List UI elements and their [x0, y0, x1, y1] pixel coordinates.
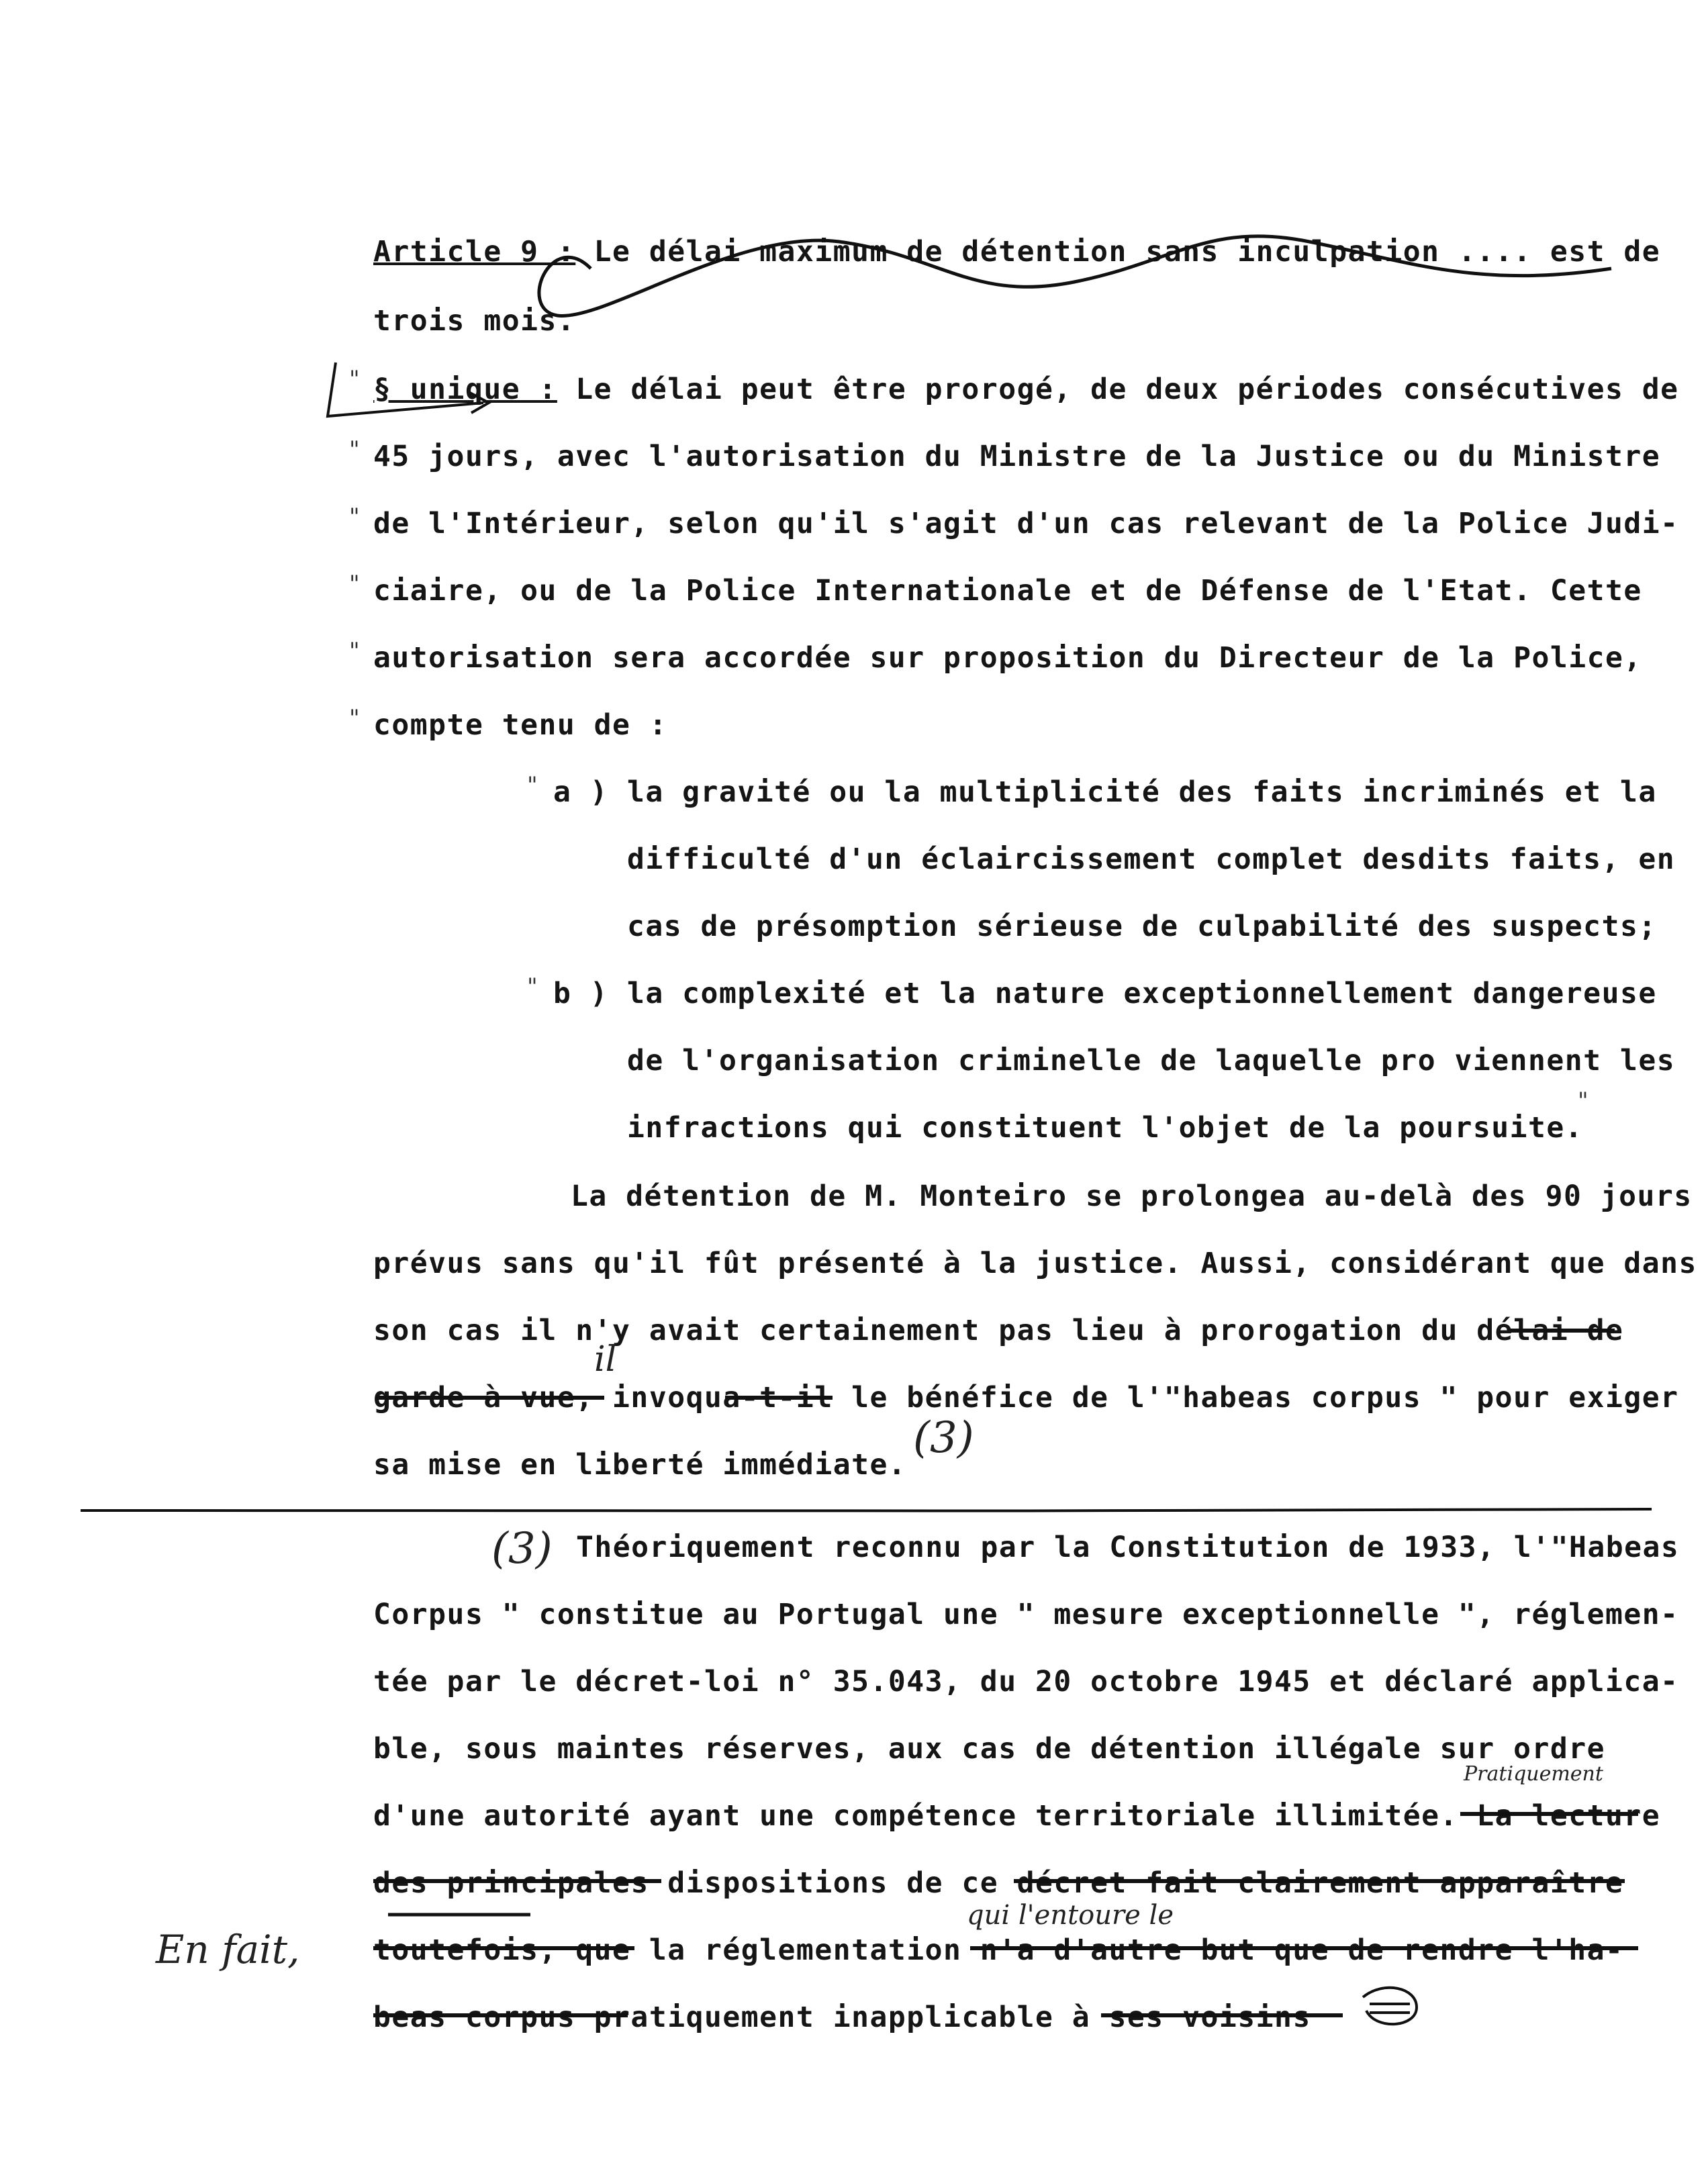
- article-line-2: trois mois.: [373, 304, 576, 338]
- article-line-1: [373, 232, 1660, 272]
- margin-mark: ": [349, 638, 360, 665]
- footnote-marker: (3): [491, 1524, 553, 1574]
- insert-above-reglementation: qui l'entoure le: [967, 1900, 1174, 1931]
- item-a-line-2: difficulté d'un éclaircissement complet desdits faits, en: [627, 843, 1676, 876]
- insert-above-lecture: Pratiquement: [1464, 1762, 1603, 1786]
- footnote-line-4: ble, sous maintes réserves, aux cas de détention illégale sur ordre: [373, 1732, 1606, 1766]
- item-b-label: b ): [553, 977, 609, 1010]
- footnote-line-3: tée par le décret-loi n° 35.043, du 20 octobre 1945 et déclaré applica-: [373, 1665, 1679, 1698]
- body-line-3: son cas il n'y avait certainement pas lieu à prorogation du délai de: [373, 1314, 1624, 1347]
- item-b-line-2: de l'organisation criminelle de laquelle pro viennent les: [627, 1044, 1676, 1077]
- margin-note-handwritten: En fait,: [156, 1927, 300, 1972]
- unique-line-6: compte tenu de :: [373, 708, 668, 742]
- margin-mark: ": [527, 772, 538, 799]
- footnote-line-8: beas corpus pratiquement inapplicable à ses voisins: [373, 2001, 1311, 2034]
- margin-mark: ": [349, 571, 360, 597]
- footnote-line-1: Théoriquement reconnu par la Constitution de 1933, l'"Habeas: [576, 1531, 1680, 1564]
- item-a-label: a ): [553, 775, 609, 809]
- margin-mark: ": [349, 436, 360, 463]
- footnote-line-7: toutefois, que la réglementation n'a d'autre but que de rendre l'ha-: [373, 1933, 1624, 1967]
- insert-il-handwritten: il: [594, 1339, 617, 1380]
- unique-label: § unique :: [373, 373, 557, 406]
- item-a-line-1: la gravité ou la multiplicité des faits incriminés et la: [627, 775, 1657, 809]
- margin-mark: ": [349, 366, 360, 393]
- item-b-line-1: la complexité et la nature exceptionnellement dangereuse: [627, 977, 1657, 1010]
- unique-line-5: autorisation sera accordée sur proposition du Directeur de la Police,: [373, 641, 1642, 675]
- unique-line-2: 45 jours, avec l'autorisation du Ministre de la Justice ou du Ministre: [373, 440, 1661, 473]
- end-scribble: [1363, 1988, 1417, 2024]
- body-line-1: La détention de M. Monteiro se prolongea au-delà des 90 jours: [571, 1180, 1693, 1213]
- footnote-line-2: Corpus " constitue au Portugal une " mesure exceptionnelle ", réglemen-: [373, 1598, 1679, 1631]
- body-line-4: garde à vue, invoqua-t-il le bénéfice de l'"habeas corpus " pour exiger: [373, 1381, 1679, 1414]
- body-line-2: prévus sans qu'il fût présenté à la justice. Aussi, considérant que dans: [373, 1247, 1697, 1280]
- unique-line-4: ciaire, ou de la Police Internationale et de Défense de l'Etat. Cette: [373, 574, 1642, 608]
- article-heading: Article 9 :: [373, 235, 576, 269]
- footnote-line-6: des principales dispositions de ce décret fait clairement apparaître: [373, 1866, 1624, 1900]
- margin-mark: ": [527, 973, 538, 1000]
- footnote-divider: [81, 1509, 1652, 1511]
- unique-line-1: § unique : Le délai peut être prorogé, de deux périodes consécutives de: [373, 373, 1679, 406]
- body-line-5: sa mise en liberté immédiate.: [373, 1448, 907, 1482]
- footnote-line-5: d'une autorité ayant une compétence territoriale illimitée. La lecture: [373, 1799, 1661, 1833]
- margin-mark: ": [1578, 1088, 1588, 1114]
- article-text: Le délai maximum de détention sans inculpation .... est de: [575, 235, 1661, 269]
- item-a-line-3: cas de présomption sérieuse de culpabilité des suspects;: [627, 910, 1657, 943]
- item-b-line-3: infractions qui constituent l'objet de la poursuite.: [627, 1111, 1584, 1145]
- margin-mark: ": [349, 705, 360, 732]
- margin-mark: ": [349, 503, 360, 530]
- unique-line-3: de l'Intérieur, selon qu'il s'agit d'un cas relevant de la Police Judi-: [373, 507, 1679, 540]
- footnote-ref-handwritten: (3): [913, 1413, 974, 1463]
